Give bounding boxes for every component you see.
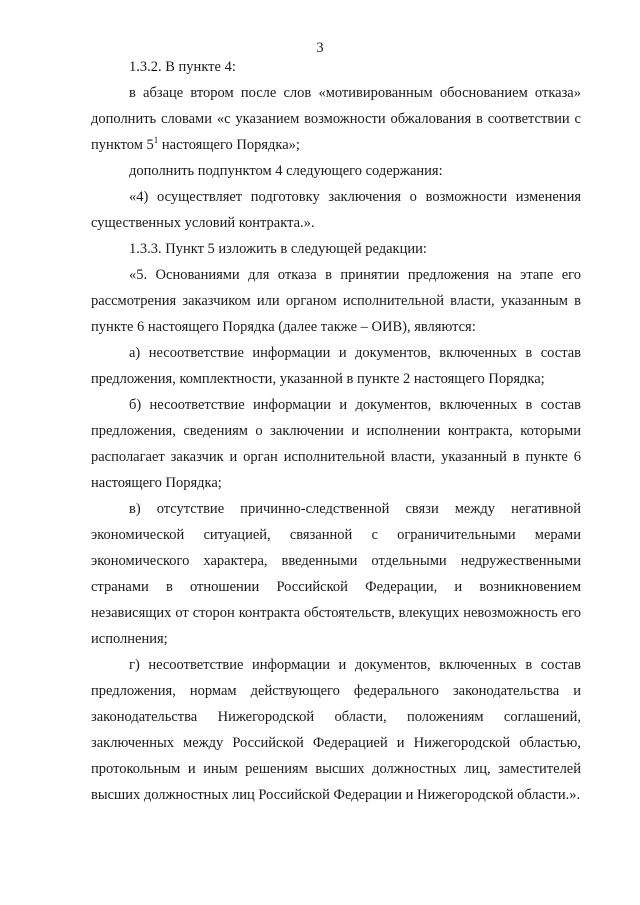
paragraph-text: «4) осуществляет подготовку заключения о возможности изменения существенных условий контракта.». xyxy=(91,189,581,231)
paragraph-point-5 xyxy=(91,262,581,340)
paragraph-text: 1.3.2. В пункте 4: xyxy=(129,59,236,75)
superscript-number: 1 xyxy=(153,135,159,146)
paragraph-text: 1.3.3. Пункт 5 изложить в следующей редакции: xyxy=(129,241,427,257)
paragraph-amendment-abzac xyxy=(91,80,581,158)
paragraph-1-3-2-heading xyxy=(91,54,581,80)
paragraph-item-a xyxy=(91,340,581,392)
paragraph-text: б) несоответствие информации и документов, включенных в состав предложения, сведениям о заключении и исполнении контракта, которыми располагает заказчик и орган исполнительной власти, указанный в пункте 6 настоящего Порядка; xyxy=(91,397,581,491)
paragraph-text: «5. Основаниями для отказа в принятии предложения на этапе его рассмотрения заказчиком или органом исполнительной власти, указанным в пункте 6 настоящего Порядка (далее также – ОИВ), являются: xyxy=(91,267,581,335)
paragraph-text: в) отсутствие причинно-следственной связи между негативной экономической ситуацией, связанной с ограничительными мерами экономического характера, введенными отдельными недружественными странами в отношении Российской Федерации, и возникновением независящих от сторон контракта обстоятельств, влекущих невозможность его исполнения; xyxy=(91,501,581,647)
paragraph-text-tail: настоящего Порядка»; xyxy=(158,137,300,153)
paragraph-text: дополнить подпунктом 4 следующего содержания: xyxy=(129,163,443,179)
paragraph-add-subpoint xyxy=(91,158,581,184)
paragraph-item-v xyxy=(91,496,581,652)
paragraph-subpoint-4 xyxy=(91,184,581,236)
paragraph-1-3-3-heading xyxy=(91,236,581,262)
paragraph-item-g xyxy=(91,652,581,808)
paragraph-text: а) несоответствие информации и документов, включенных в состав предложения, комплектности, указанной в пункте 2 настоящего Порядка; xyxy=(91,345,581,387)
paragraph-text: в абзаце втором после слов «мотивированным обоснованием отказа» дополнить словами «с указанием возможности обжалования в соответствии с пунктом 5 xyxy=(91,85,581,153)
document-body xyxy=(91,54,581,808)
page-number: 3 xyxy=(316,40,324,56)
paragraph-item-b xyxy=(91,392,581,496)
paragraph-text: г) несоответствие информации и документов, включенных в состав предложения, нормам действующего федерального законодательства и законодательства Нижегородской области, положениям соглашений, заключенных между Российской Федерацией и Нижегородской областью, протокольным и иным решениям высших должностных лиц, заместителей высших должностных лиц Российской Федерации и Нижегородской области.». xyxy=(91,657,581,803)
